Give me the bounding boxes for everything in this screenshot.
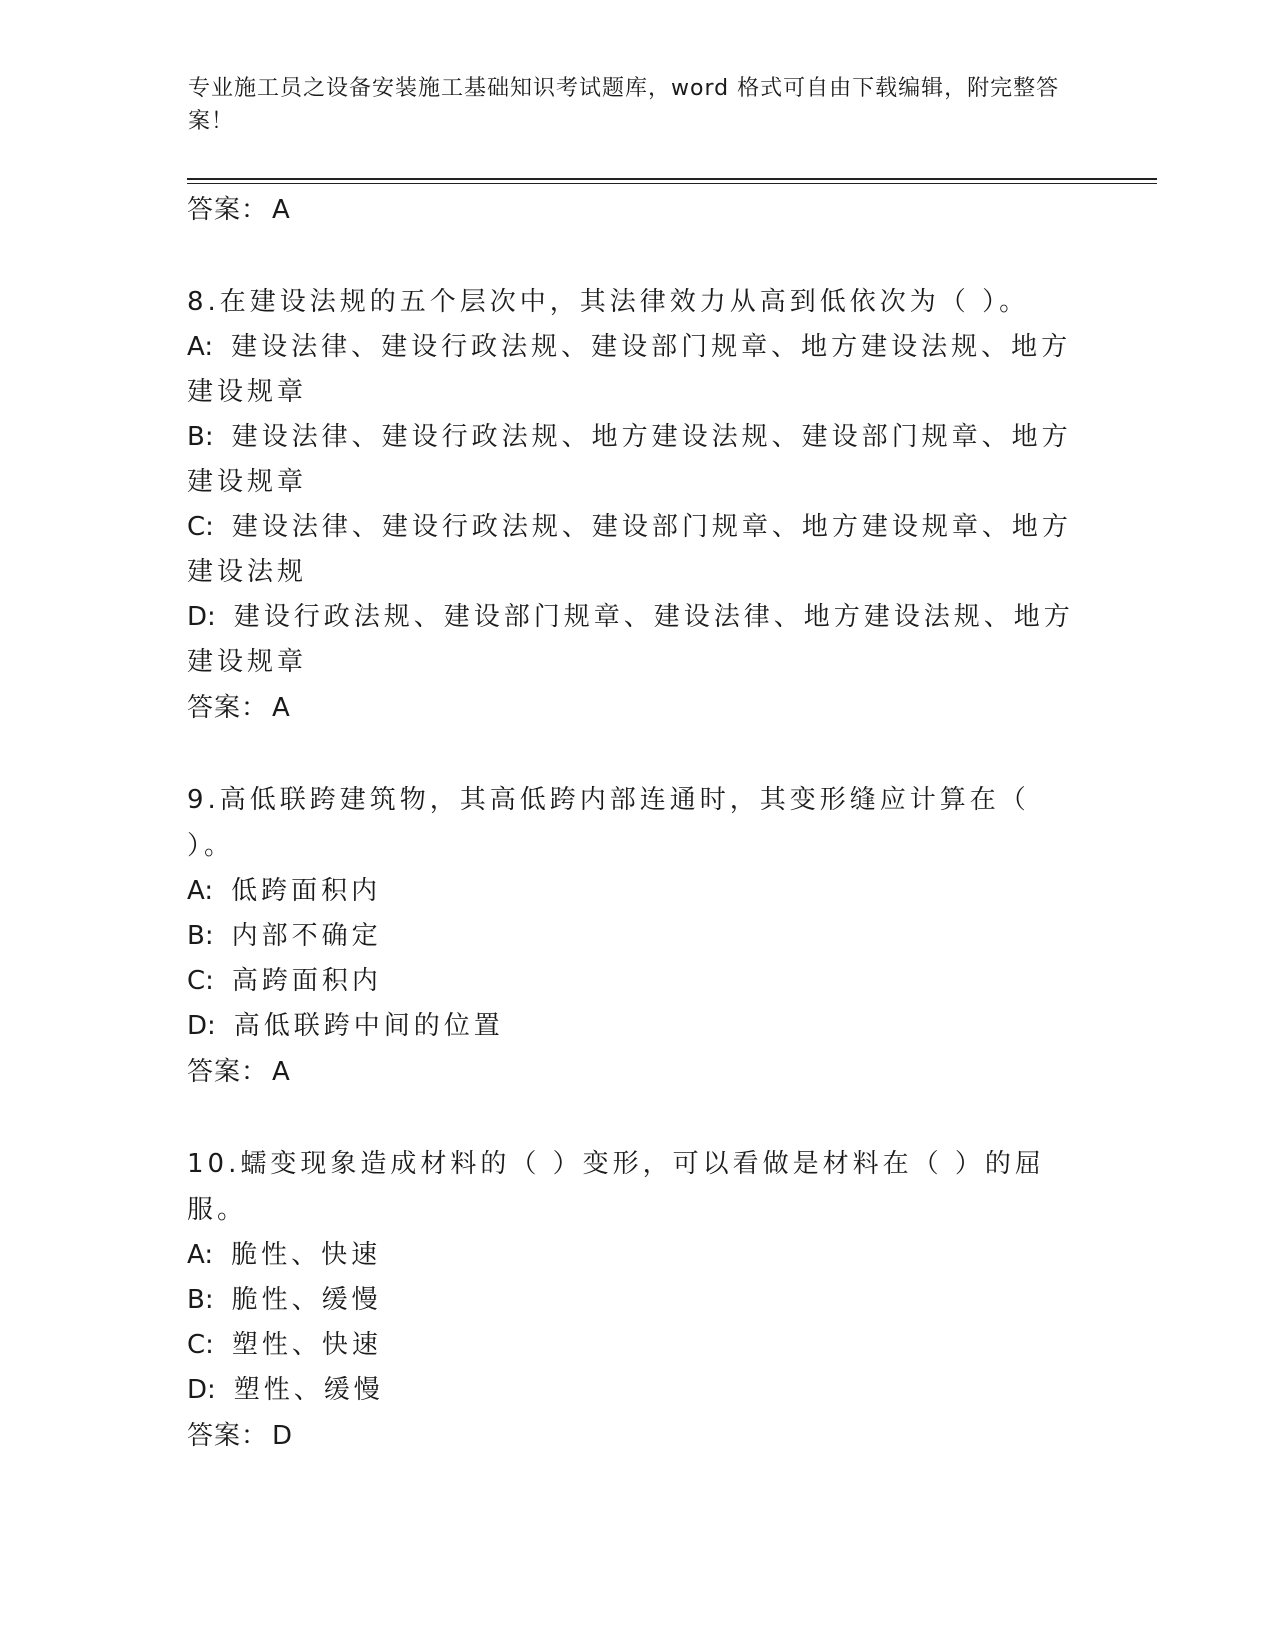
header-rule-thin	[187, 183, 1157, 184]
option-key: A:	[187, 332, 214, 362]
option-text: 建设行政法规、建设部门规章、建设法律、地方建设法规、地方建设规章	[187, 602, 1074, 677]
option-b	[187, 1278, 1087, 1323]
option-d	[187, 595, 1087, 685]
option-b	[187, 415, 1087, 505]
answer-value: A	[272, 195, 291, 225]
document-header: 专业施工员之设备安装施工基础知识考试题库，word 格式可自由下载编辑，附完整答案！	[188, 76, 1060, 134]
answer-line	[187, 187, 1087, 233]
option-c	[187, 959, 1087, 1004]
option-text: 塑性、快速	[231, 1330, 382, 1360]
option-key: B:	[187, 1285, 214, 1315]
option-key: B:	[187, 921, 214, 951]
option-key: C:	[187, 966, 214, 996]
question-block	[187, 777, 1087, 1095]
option-key: A:	[187, 1240, 214, 1270]
option-text: 低跨面积内	[231, 876, 382, 906]
answer-value: D	[272, 1421, 294, 1451]
option-key: D:	[187, 1375, 216, 1405]
answer-label: 答案：	[187, 1421, 269, 1451]
answer-line	[187, 1049, 1087, 1095]
header-rule-thick	[187, 178, 1157, 180]
option-a	[187, 869, 1087, 914]
option-text: 脆性、缓慢	[231, 1285, 382, 1315]
question-list	[187, 187, 1087, 1459]
spacer	[187, 731, 1087, 777]
answer-label: 答案：	[187, 1057, 269, 1087]
option-text: 建设法律、建设行政法规、建设部门规章、地方建设法规、地方建设规章	[187, 332, 1072, 407]
option-c	[187, 505, 1087, 595]
answer-line	[187, 1413, 1087, 1459]
option-a	[187, 325, 1087, 415]
question-stem: 10.蠕变现象造成材料的（ ）变形，可以看做是材料在（ ）的屈服。	[187, 1149, 1045, 1225]
option-d	[187, 1368, 1087, 1413]
question-stem: 9.高低联跨建筑物，其高低跨内部连通时，其变形缝应计算在（ ）。	[187, 785, 1030, 861]
question-stem: 8.在建设法规的五个层次中，其法律效力从高到低依次为（ ）。	[187, 287, 1030, 317]
question-block	[187, 279, 1087, 731]
option-text: 内部不确定	[231, 921, 382, 951]
option-text: 建设法律、建设行政法规、建设部门规章、地方建设规章、地方建设法规	[187, 512, 1072, 587]
answer-value: A	[272, 1057, 291, 1087]
spacer	[187, 1095, 1087, 1141]
question-block	[187, 1141, 1087, 1459]
option-d	[187, 1004, 1087, 1049]
option-text: 脆性、快速	[231, 1240, 382, 1270]
answer-value: A	[272, 693, 291, 723]
option-text: 建设法律、建设行政法规、地方建设法规、建设部门规章、地方建设规章	[187, 422, 1072, 497]
option-key: D:	[187, 1011, 216, 1041]
answer-line	[187, 685, 1087, 731]
option-key: D:	[187, 602, 216, 632]
option-text: 高跨面积内	[231, 966, 382, 996]
spacer	[187, 233, 1087, 279]
option-a	[187, 1233, 1087, 1278]
option-text: 高低联跨中间的位置	[233, 1011, 504, 1041]
option-text: 塑性、缓慢	[233, 1375, 384, 1405]
option-key: A:	[187, 876, 214, 906]
answer-label: 答案：	[187, 195, 269, 225]
option-b	[187, 914, 1087, 959]
option-key: B:	[187, 422, 214, 452]
option-key: C:	[187, 1330, 214, 1360]
answer-label: 答案：	[187, 693, 269, 723]
option-key: C:	[187, 512, 214, 542]
option-c	[187, 1323, 1087, 1368]
